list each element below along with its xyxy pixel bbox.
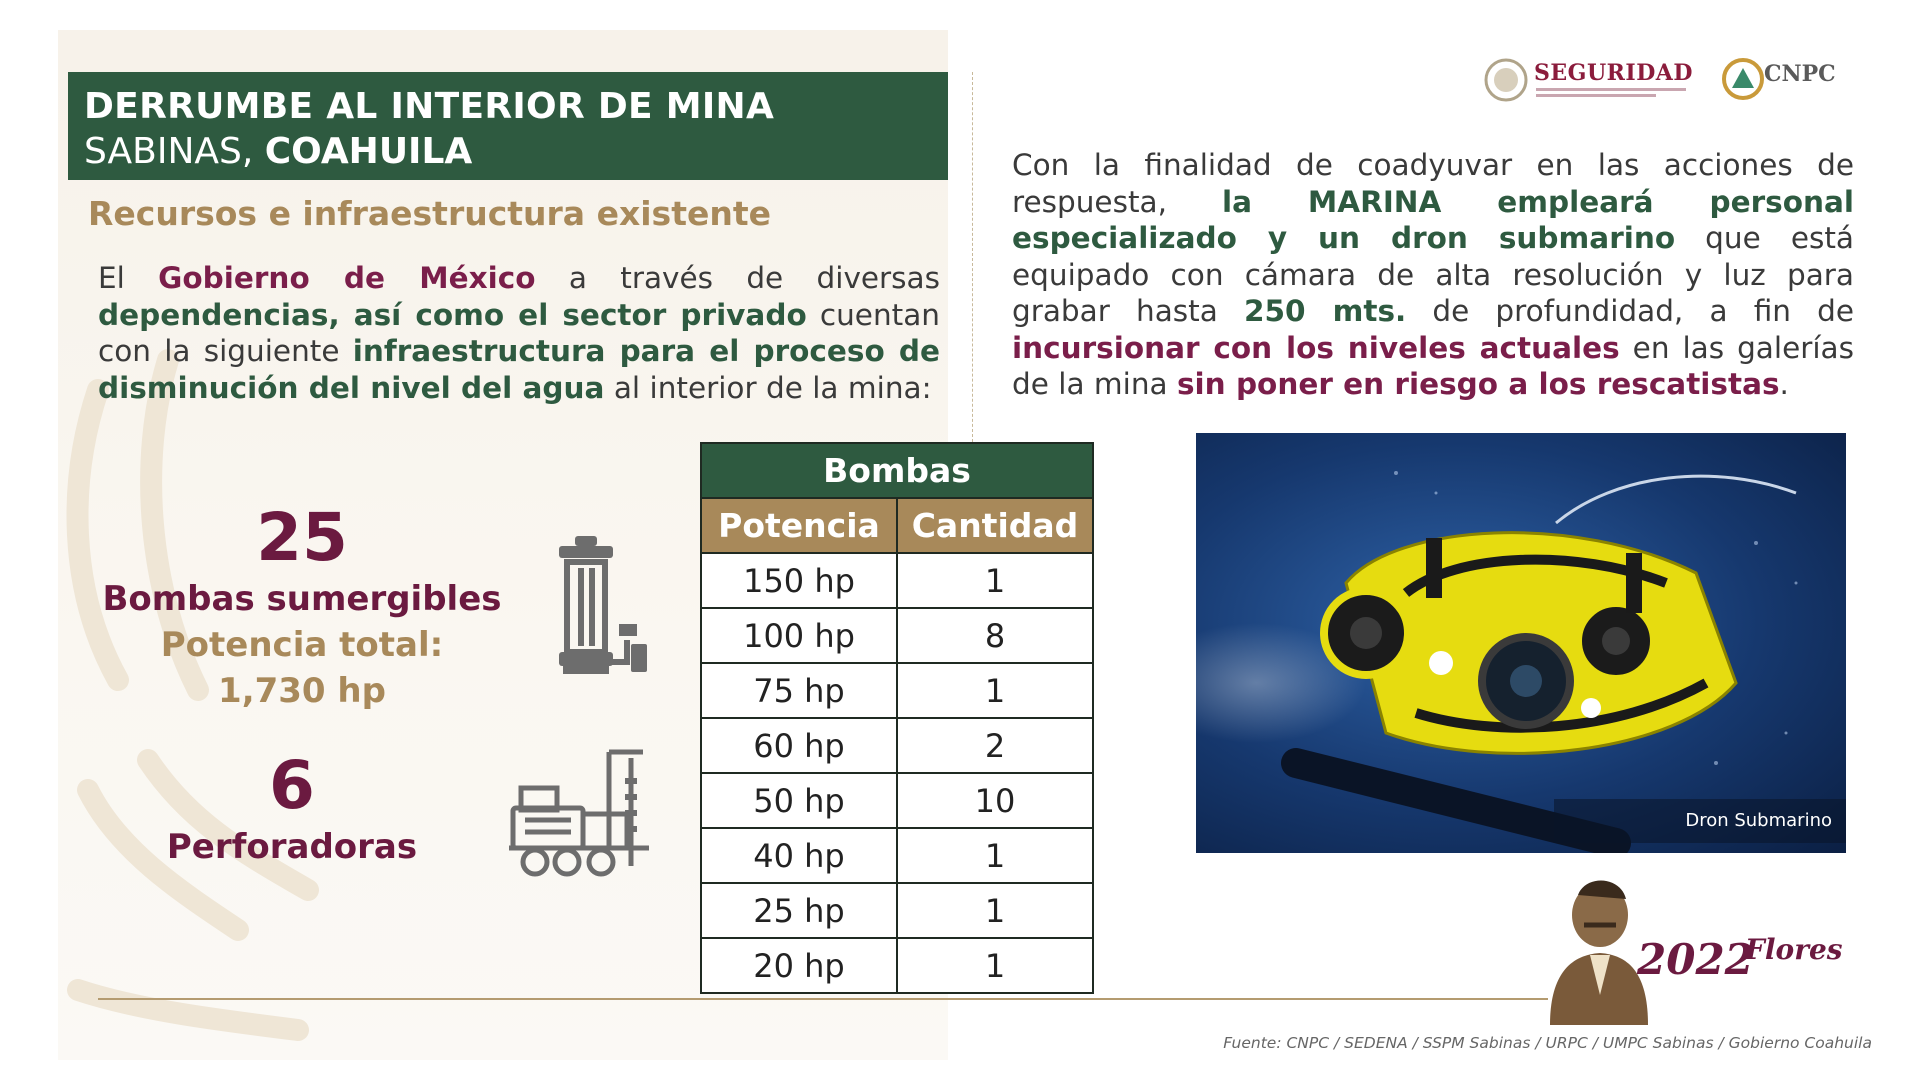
table-row [701, 553, 1093, 608]
col-header-potencia: Potencia [701, 498, 897, 553]
cell-cantidad: 1 [897, 663, 1093, 718]
table-row [701, 718, 1093, 773]
intro-text-2: a través de diversas [535, 261, 941, 295]
seguridad-subtext-mark [1536, 88, 1686, 98]
year-text: 2022 [1637, 935, 1754, 984]
cell-cantidad: 8 [897, 608, 1093, 663]
cell-cantidad: 2 [897, 718, 1093, 773]
cell-cantidad: 1 [897, 883, 1093, 938]
marina-text-4: en las galerías de la mina [1012, 330, 1854, 401]
col-header-cantidad: Cantidad [897, 498, 1093, 553]
drills-label: Perforadoras [166, 827, 418, 867]
pumps-count: 25 [256, 499, 348, 576]
portrait-icon [1530, 875, 1650, 1025]
pumps-table [700, 442, 1094, 994]
intro-bold-3: infraestructura para el proceso de disminución del nivel del agua [98, 334, 940, 405]
intro-text-3: cuentan con la siguiente [98, 297, 940, 368]
title-city: SABINAS, [84, 131, 265, 172]
pumps-total-value: 1,730 hp [218, 671, 386, 711]
pumps-stat [82, 500, 522, 714]
cell-potencia: 100 hp [701, 608, 897, 663]
marina-bold-3: incursionar con los niveles actuales [1012, 330, 1620, 365]
pumps-label: Bombas sumergibles [102, 579, 502, 619]
table-row [701, 828, 1093, 883]
drone-photo [1196, 433, 1846, 853]
table-row [701, 608, 1093, 663]
cnpc-seal-icon [1722, 58, 1764, 104]
intro-paragraph [98, 260, 940, 406]
cnpc-logo-text: CNPC [1764, 61, 1836, 87]
column-divider [972, 72, 973, 442]
marina-text-3: de profundidad, a fin de [1406, 294, 1855, 328]
drills-stat [82, 748, 502, 870]
drilling-rig-icon [505, 748, 655, 887]
table-row [701, 663, 1093, 718]
institution-logos [1484, 58, 1854, 108]
cell-potencia: 60 hp [701, 718, 897, 773]
seguridad-seal-icon [1484, 58, 1528, 106]
title-line-2 [84, 129, 932, 174]
intro-text-4: al interior de la mina: [604, 370, 932, 405]
marina-bold-1: la MARINA empleará personal especializado y un dron submarino [1012, 184, 1854, 255]
section-subtitle: Recursos e infraestructura existente [88, 194, 771, 233]
cell-potencia: 75 hp [701, 663, 897, 718]
marina-bold-4: sin poner en riesgo a los rescatistas [1177, 367, 1780, 401]
cell-potencia: 20 hp [701, 938, 897, 993]
cell-cantidad: 1 [897, 553, 1093, 608]
intro-bold-1: Gobierno de México [158, 261, 536, 295]
drills-count: 6 [269, 747, 315, 824]
marina-paragraph [1012, 147, 1854, 403]
bottom-rule [98, 998, 1548, 1000]
marina-text-2: que está equipado con cámara de alta resolución y luz para grabar hasta [1012, 221, 1854, 328]
marina-bold-2: 250 mts. [1243, 294, 1407, 328]
photo-caption: Dron Submarino [1554, 799, 1846, 843]
title-line-1: DERRUMBE AL INTERIOR DE MINA [84, 86, 775, 127]
cell-potencia: 40 hp [701, 828, 897, 883]
cell-cantidad: 1 [897, 938, 1093, 993]
title-state: COAHUILA [264, 131, 473, 172]
year-name-text: Flores [1745, 933, 1843, 966]
table-title: Bombas [701, 443, 1093, 498]
year-2022-logo [1530, 875, 1850, 1025]
seguridad-logo-text: SEGURIDAD [1534, 60, 1693, 86]
table-row [701, 773, 1093, 828]
marina-text-5: . [1779, 367, 1789, 401]
source-note: Fuente: CNPC / SEDENA / SSPM Sabinas / URPC / UMPC Sabinas / Gobierno Coahuila [1223, 1034, 1872, 1052]
cell-cantidad: 10 [897, 773, 1093, 828]
intro-text-1: El [98, 261, 159, 295]
submersible-pump-icon [545, 532, 655, 686]
cell-potencia: 150 hp [701, 553, 897, 608]
pumps-total-label: Potencia total: [160, 625, 444, 665]
cell-cantidad: 1 [897, 828, 1093, 883]
marina-text-1: Con la finalidad de coadyuvar en las acciones de respuesta, [1012, 148, 1854, 219]
table-row [701, 883, 1093, 938]
cell-potencia: 50 hp [701, 773, 897, 828]
table-row [701, 938, 1093, 993]
title-box [68, 72, 948, 180]
intro-bold-2: dependencias, así como el sector privado [98, 297, 807, 332]
cell-potencia: 25 hp [701, 883, 897, 938]
